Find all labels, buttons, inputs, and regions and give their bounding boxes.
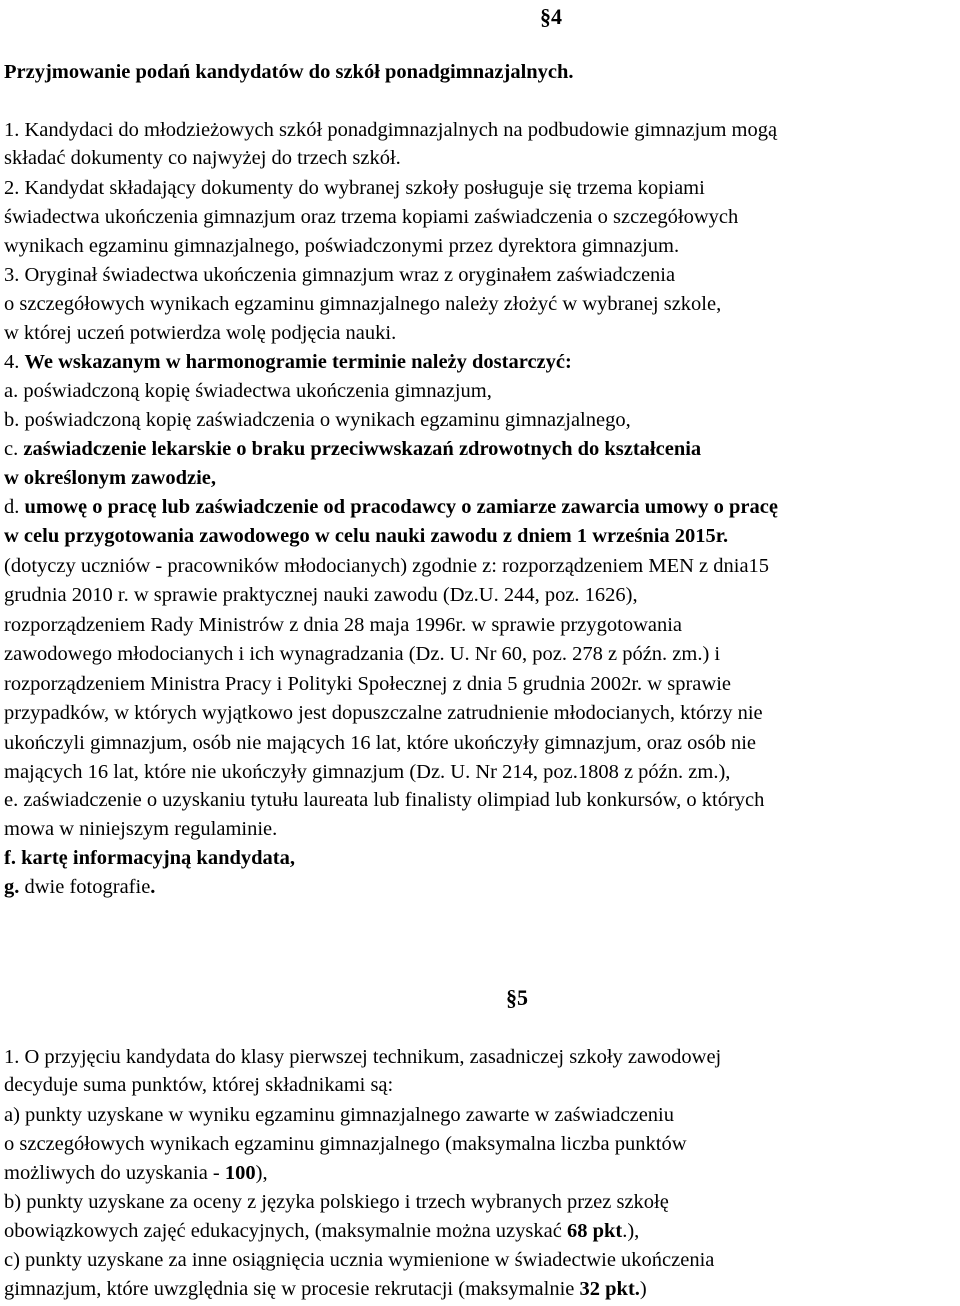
section-4-title: Przyjmowanie podań kandydatów do szkół ponadgimnazjalnych. [4, 61, 574, 83]
list-item-g [4, 873, 155, 901]
list-item-d-note-line: zawodowego młodocianych i ich wynagradzania (Dz. U. Nr 60, poz. 278 z późn. zm.) i [4, 643, 721, 665]
paragraph-3-line: o szczegółowych wynikach egzaminu gimnazjalnego należy złożyć w wybranej szkole, [4, 293, 722, 315]
list-item-c-text: zaświadczenie lekarskie o braku przeciwwskazań zdrowotnych do kształcenia [23, 438, 702, 460]
s5-item-c-max-points: 32 pkt. [579, 1278, 640, 1300]
list-item-b: b. poświadczoną kopię zaświadczenia o wynikach egzaminu gimnazjalnego, [4, 409, 631, 431]
s5-item-a-tail: ), [255, 1162, 268, 1184]
list-item-d-note-line: (dotyczy uczniów - pracowników młodocianych) zgodnie z: rozporządzeniem MEN z dnia15 [4, 555, 770, 577]
paragraph-1-line: 1. Kandydaci do młodzieżowych szkół ponadgimnazjalnych na podbudowie gimnazjum mogą [4, 119, 778, 141]
s5-item-c-text: gimnazjum, które uwzględnia się w procesie rekrutacji (maksymalnie [4, 1278, 580, 1300]
list-item-a: a. poświadczoną kopię świadectwa ukończenia gimnazjum, [4, 380, 492, 402]
paragraph-4-text: We wskazanym w harmonogramie terminie należy dostarczyć: [24, 351, 572, 373]
list-item-e-line: mowa w niniejszym regulaminie. [4, 818, 278, 840]
paragraph-2-line: wynikach egzaminu gimnazjalnego, poświadczonymi przez dyrektora gimnazjum. [4, 235, 680, 257]
s5-item-b-line: b) punkty uzyskane za oceny z języka polskiego i trzech wybranych przez szkołę [4, 1191, 669, 1213]
s5-item-b-text: obowiązkowych zajęć edukacyjnych, (maksymalnie można uzyskać [4, 1220, 567, 1242]
s5-item-b-max-points: 68 pkt [566, 1220, 623, 1242]
list-item-d-line2: w celu przygotowania zawodowego w celu nauki zawodu z dniem 1 września 2015r. [4, 525, 729, 547]
paragraph-4-number: 4. [4, 351, 20, 373]
s5-paragraph-1-line: 1. O przyjęciu kandydata do klasy pierwszej technikum, zasadniczej szkoły zawodowej [4, 1046, 722, 1068]
paragraph-3-line: w której uczeń potwierdza wolę podjęcia nauki. [4, 322, 397, 344]
list-item-f: f. kartę informacyjną kandydata, [4, 847, 295, 869]
paragraph-1-line: składać dokumenty co najwyżej do trzech szkół. [4, 147, 401, 169]
section-5-number: §5 [506, 985, 528, 1010]
list-item-d-note-line: przypadków, w których wyjątkowo jest dopuszczalne zatrudnienie młodocianych, którzy nie [4, 702, 763, 724]
list-item-d-letter: d. [4, 496, 20, 518]
list-item-c [4, 435, 701, 463]
list-item-d [4, 493, 778, 521]
paragraph-2-line: świadectwa ukończenia gimnazjum oraz trzema kopiami zaświadczenia o szczegółowych [4, 206, 739, 228]
list-item-d-text: umowę o pracę lub zaświadczenie od pracodawcy o zamiarze zawarcia umowy o pracę [24, 496, 778, 518]
list-item-d-note-line: rozporządzeniem Rady Ministrów z dnia 28 maja 1996r. w sprawie przygotowania [4, 614, 683, 636]
s5-item-a-line3 [4, 1159, 268, 1187]
s5-item-b-line2 [4, 1217, 639, 1245]
s5-item-a-line: o szczegółowych wynikach egzaminu gimnazjalnego (maksymalna liczba punktów [4, 1133, 687, 1155]
section-4-number: §4 [540, 4, 562, 29]
list-item-d-note-line: ukończyli gimnazjum, osób nie mających 16 lat, które ukończyły gimnazjum, oraz osób nie [4, 732, 757, 754]
list-item-e-line: e. zaświadczenie o uzyskaniu tytułu laureata lub finalisty olimpiad lub konkursów, o których [4, 789, 765, 811]
paragraph-2-line: 2. Kandydat składający dokumenty do wybranej szkoły posługuje się trzema kopiami [4, 177, 705, 199]
s5-item-b-tail: .), [622, 1220, 640, 1242]
list-item-g-text: dwie fotografie [19, 876, 151, 898]
list-item-g-dot: . [150, 876, 156, 898]
s5-paragraph-1-line: decyduje suma punktów, której składnikami są: [4, 1074, 394, 1096]
s5-item-a-text: możliwych do uzyskania - [4, 1162, 225, 1184]
s5-item-c-line2 [4, 1275, 647, 1303]
s5-item-a-max-points: 100 [224, 1162, 256, 1184]
paragraph-4 [4, 348, 572, 376]
s5-item-a-line: a) punkty uzyskane w wyniku egzaminu gimnazjalnego zawarte w zaświadczeniu [4, 1104, 674, 1126]
list-item-d-note-line: mających 16 lat, które nie ukończyły gimnazjum (Dz. U. Nr 214, poz.1808 z późn. zm.), [4, 761, 731, 783]
s5-item-c-line: c) punkty uzyskane za inne osiągnięcia ucznia wymienione w świadectwie ukończenia [4, 1249, 715, 1271]
list-item-c-letter: c. [4, 438, 19, 460]
paragraph-3-line: 3. Oryginał świadectwa ukończenia gimnazjum wraz z oryginałem zaświadczenia [4, 264, 676, 286]
list-item-d-note-line: grudnia 2010 r. w sprawie praktycznej nauki zawodu (Dz.U. 244, poz. 1626), [4, 584, 638, 606]
list-item-d-note-line: rozporządzeniem Ministra Pracy i Polityki Społecznej z dnia 5 grudnia 2002r. w sprawie [4, 673, 731, 695]
list-item-g-letter: g. [4, 876, 20, 898]
list-item-c-line2: w określonym zawodzie, [4, 467, 217, 489]
s5-item-c-tail: ) [639, 1278, 647, 1300]
